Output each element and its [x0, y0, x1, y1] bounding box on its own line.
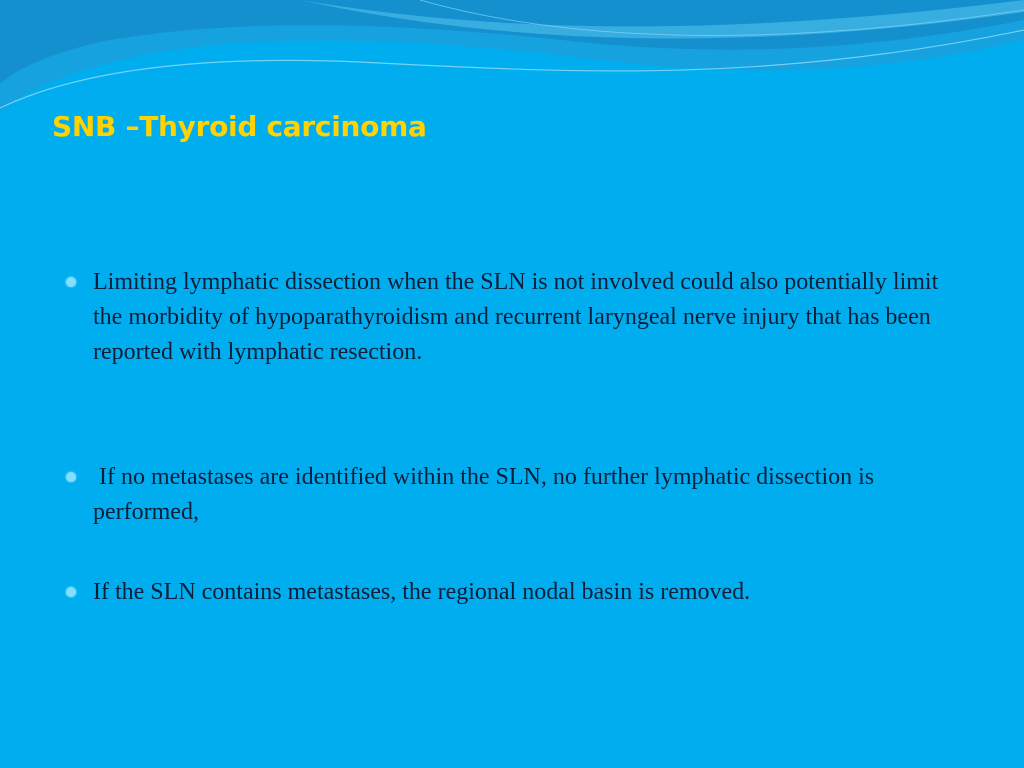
- bullet-dot-icon: [66, 277, 76, 287]
- bullet-item: [62, 460, 972, 530]
- bullet-list: [62, 265, 972, 610]
- bullet-dot-icon: [66, 587, 76, 597]
- bullet-text: Limiting lymphatic dissection when the SLN is not involved could also potentially limit the morbidity of hypoparathyroidism and recurrent laryngeal nerve injury that has been reported with lymphatic resection.: [93, 269, 939, 365]
- bullet-item: [62, 575, 972, 610]
- bullet-dot-icon: [66, 472, 76, 482]
- wave-header-decoration: [0, 0, 1024, 120]
- slide-title: SNB –Thyroid carcinoma: [52, 110, 427, 143]
- bullet-item: [62, 265, 972, 370]
- bullet-text: If no metastases are identified within the SLN, no further lymphatic dissection is performed,: [93, 464, 881, 525]
- bullet-text: If the SLN contains metastases, the regional nodal basin is removed.: [93, 579, 751, 605]
